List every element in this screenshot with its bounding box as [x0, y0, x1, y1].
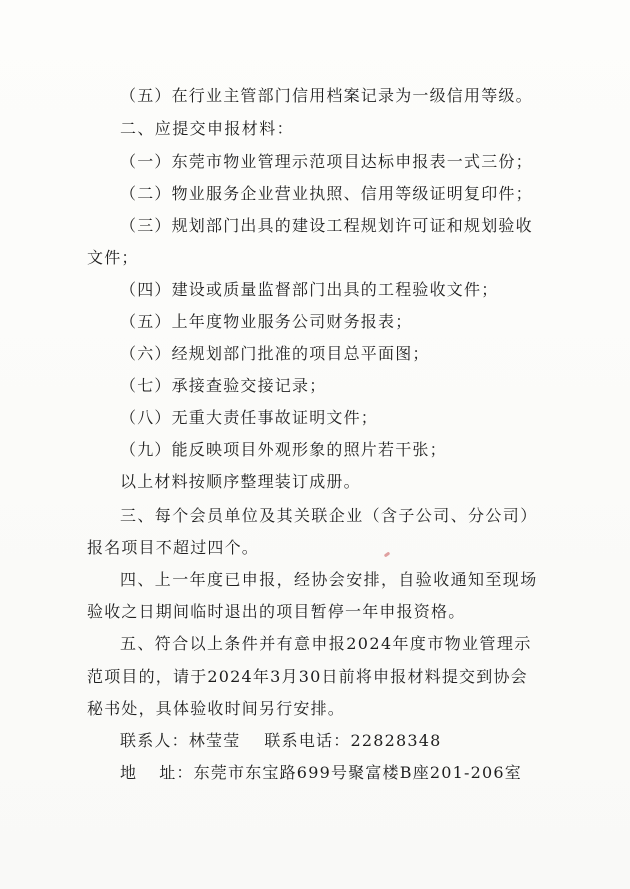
contact-person-label: 联系人： — [120, 731, 189, 750]
text-line: 验收之日期间临时退出的项目暂停一年申报资格。 — [87, 602, 466, 621]
contact-person-name: 林莹莹 — [188, 731, 241, 750]
text-line: 秘书处，具体验收时间另行安排。 — [87, 699, 346, 718]
address-row — [120, 763, 522, 783]
text-line: 文件； — [87, 248, 139, 267]
section-heading: 三、每个会员单位及其关联企业（含子公司、分公司） — [120, 506, 538, 525]
text-line: 报名项目不超过四个。 — [87, 538, 260, 557]
list-item: （五）上年度物业服务公司财务报表； — [120, 312, 413, 331]
list-item: （六）经规划部门批准的项目总平面图； — [120, 344, 430, 363]
list-item: （八）无重大责任事故证明文件； — [120, 408, 379, 427]
address-label-1: 地 — [120, 763, 138, 782]
text-line: 范项目的，请于2024年3月30日前将申报材料提交到协会 — [87, 667, 528, 686]
ink-mark — [384, 552, 391, 558]
section-heading: 二、应提交申报材料： — [120, 119, 295, 138]
list-item: （四）建设或质量监督部门出具的工程验收文件； — [120, 280, 499, 299]
section-heading: 四、上一年度已申报，经协会安排，自验收通知至现场 — [120, 570, 538, 589]
text-line: 以上材料按顺序整理装订成册。 — [120, 472, 361, 491]
contact-row — [120, 731, 441, 751]
list-item: （二）物业服务企业营业执照、信用等级证明复印件； — [120, 184, 533, 203]
address-label-2: 址： — [159, 763, 194, 782]
address-value: 东莞市东宝路699号聚富楼B座201-206室 — [193, 763, 522, 782]
list-item: （七）承接查验交接记录； — [120, 376, 327, 395]
list-item: （三）规划部门出具的建设工程规划许可证和规划验收 — [120, 216, 533, 235]
contact-phone-label: 联系电话： — [264, 731, 351, 750]
text-line: （五）在行业主管部门信用档案记录为一级信用等级。 — [120, 86, 533, 105]
section-heading: 五、符合以上条件并有意申报2024年度市物业管理示 — [120, 634, 532, 653]
contact-phone-number: 22828348 — [350, 731, 442, 750]
list-item: （一）东莞市物业管理示范项目达标申报表一式三份； — [120, 152, 533, 171]
list-item: （九）能反映项目外观形象的照片若干张； — [120, 440, 447, 459]
